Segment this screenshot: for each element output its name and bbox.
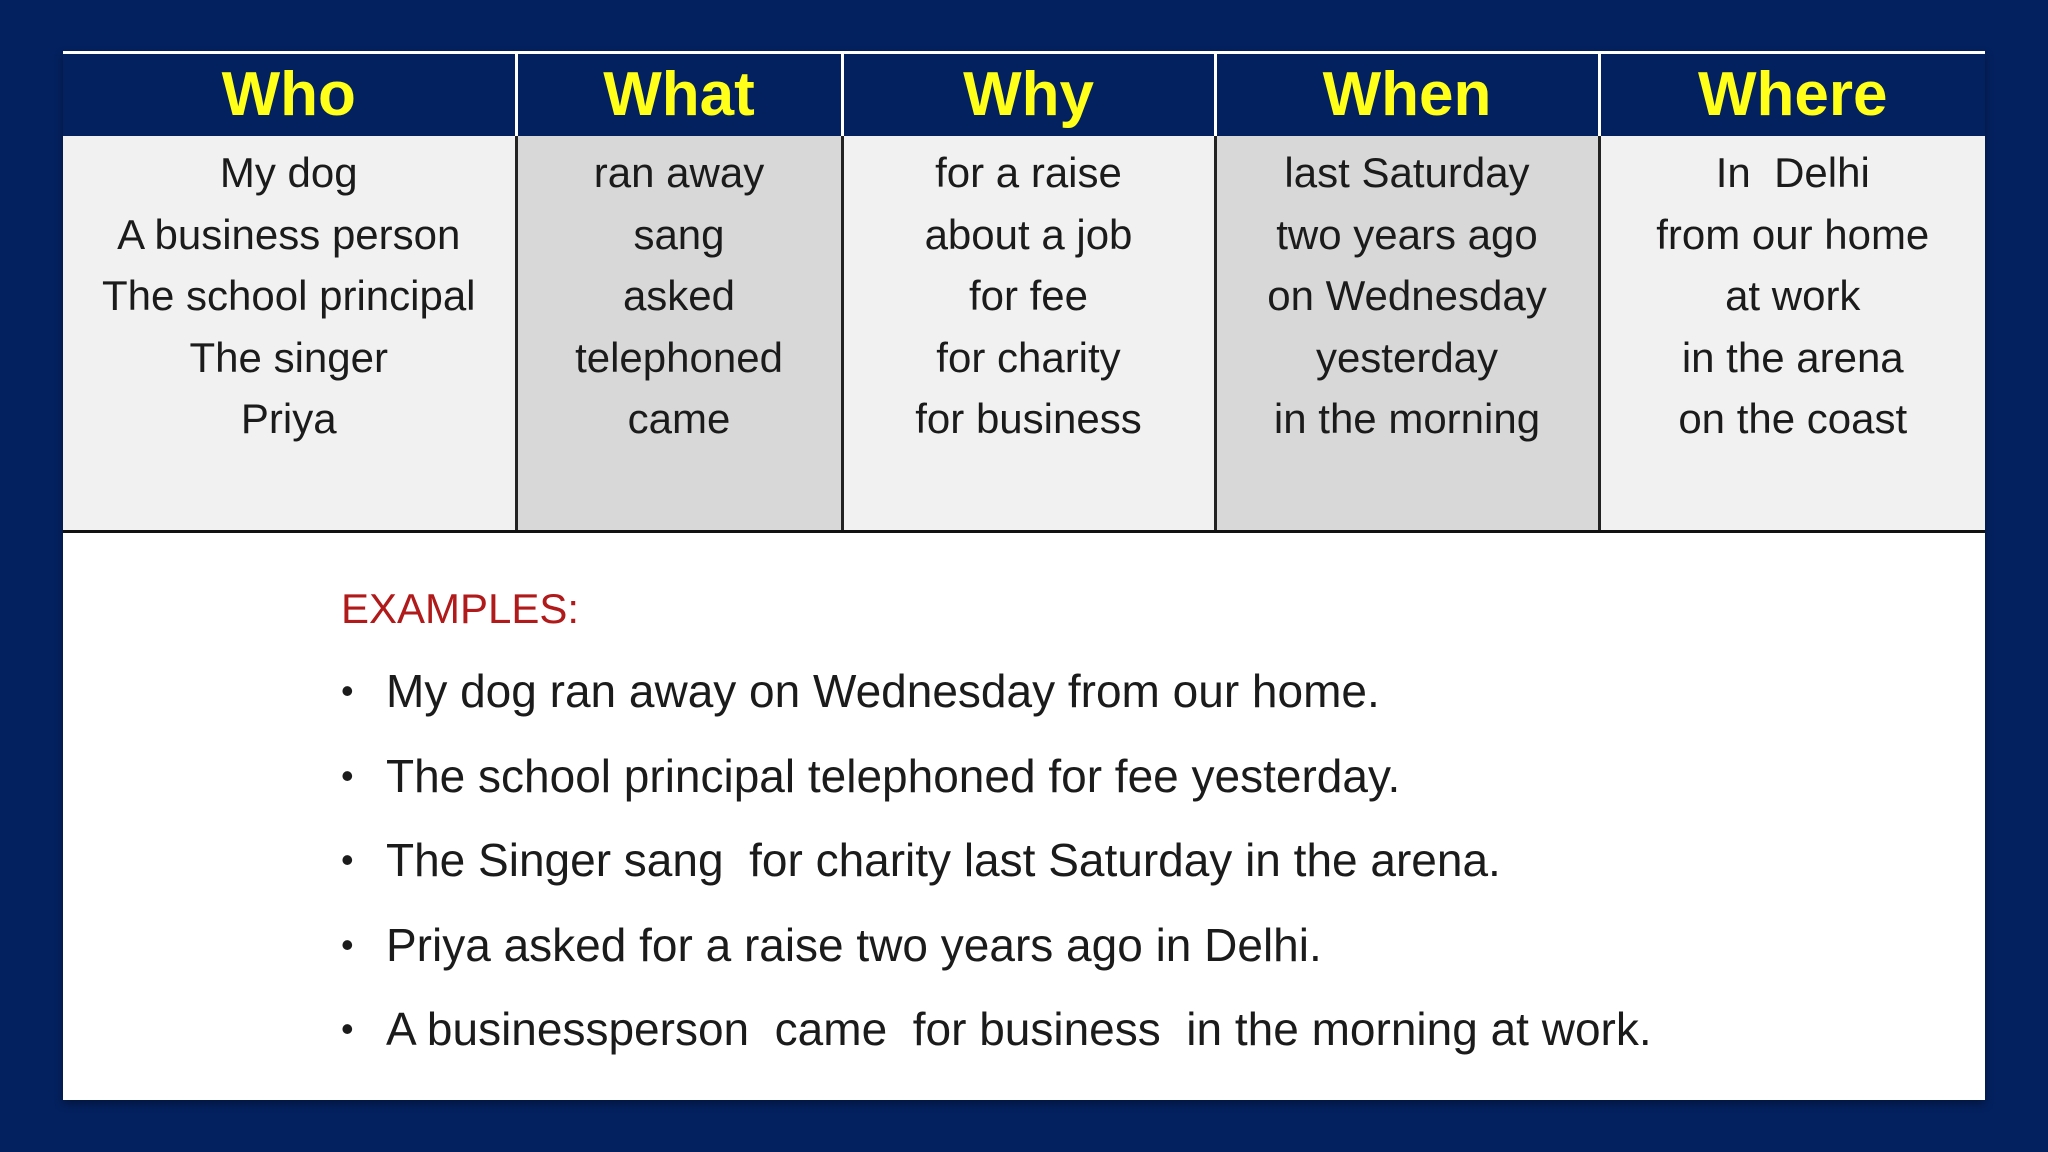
example-text: My dog ran away on Wednesday from our home. bbox=[386, 665, 1380, 717]
header-where: Where bbox=[1599, 53, 1985, 137]
example-item bbox=[341, 649, 1941, 734]
list-item: ran away bbox=[593, 149, 765, 196]
table-header-row bbox=[63, 53, 1985, 137]
list-item: two years ago bbox=[1276, 210, 1538, 258]
list-item: on Wednesday bbox=[1267, 272, 1547, 319]
column-what bbox=[516, 136, 842, 532]
list-item: on the coast bbox=[1678, 395, 1908, 442]
list-item: last Saturday bbox=[1284, 149, 1530, 196]
list-item: yesterday bbox=[1315, 333, 1499, 381]
list-item: Priya bbox=[240, 395, 337, 442]
list-item: asked bbox=[622, 272, 736, 319]
column-why bbox=[842, 136, 1215, 532]
header-when: When bbox=[1215, 53, 1599, 137]
where-list bbox=[1601, 136, 1986, 450]
list-item: sang bbox=[633, 210, 725, 258]
table-body-row bbox=[63, 136, 1985, 532]
list-item: In Delhi bbox=[1715, 149, 1870, 196]
column-when bbox=[1215, 136, 1599, 532]
bullet-icon: • bbox=[341, 839, 354, 880]
list-item: My dog bbox=[219, 149, 358, 196]
list-item: for business bbox=[915, 395, 1142, 442]
why-list bbox=[844, 136, 1214, 450]
who-list bbox=[63, 136, 515, 450]
examples-list bbox=[341, 649, 1941, 1072]
list-item: The singer bbox=[189, 333, 388, 381]
list-item: came bbox=[627, 395, 731, 442]
list-item: for a raise bbox=[935, 149, 1122, 196]
when-list bbox=[1217, 136, 1598, 450]
list-item: A business person bbox=[117, 210, 461, 258]
bullet-icon: • bbox=[341, 923, 354, 965]
list-item: at work bbox=[1725, 272, 1861, 319]
column-who bbox=[63, 136, 516, 532]
example-item bbox=[341, 818, 1941, 903]
list-item: for fee bbox=[968, 272, 1089, 319]
bullet-icon: • bbox=[341, 670, 354, 711]
what-list bbox=[518, 136, 841, 450]
wh-words-table bbox=[63, 51, 1985, 533]
example-text: Priya asked for a raise two years ago in Delhi. bbox=[386, 918, 1322, 971]
list-item: about a job bbox=[924, 210, 1133, 258]
header-why: Why bbox=[842, 53, 1215, 137]
header-who: Who bbox=[63, 53, 516, 137]
list-item: The school principal bbox=[101, 272, 476, 319]
example-item bbox=[341, 987, 1941, 1072]
examples-heading: EXAMPLES: bbox=[341, 585, 580, 632]
examples-section bbox=[341, 583, 1941, 1072]
content-card bbox=[63, 51, 1985, 1100]
example-text: A businessperson came for business in the morning at work. bbox=[386, 1003, 1652, 1055]
header-what: What bbox=[516, 53, 842, 137]
list-item: in the morning bbox=[1273, 395, 1541, 442]
example-item bbox=[341, 734, 1941, 819]
example-text: The Singer sang for charity last Saturday in the arena. bbox=[386, 834, 1501, 886]
example-item bbox=[341, 903, 1941, 988]
list-item: from our home bbox=[1656, 210, 1930, 258]
bullet-icon: • bbox=[341, 1008, 354, 1049]
list-item: telephoned bbox=[575, 333, 783, 381]
list-item: in the arena bbox=[1681, 333, 1904, 381]
bullet-icon: • bbox=[341, 754, 354, 796]
list-item: for charity bbox=[936, 333, 1121, 381]
example-text: The school principal telephoned for fee yesterday. bbox=[386, 749, 1401, 802]
column-where bbox=[1599, 136, 1985, 532]
